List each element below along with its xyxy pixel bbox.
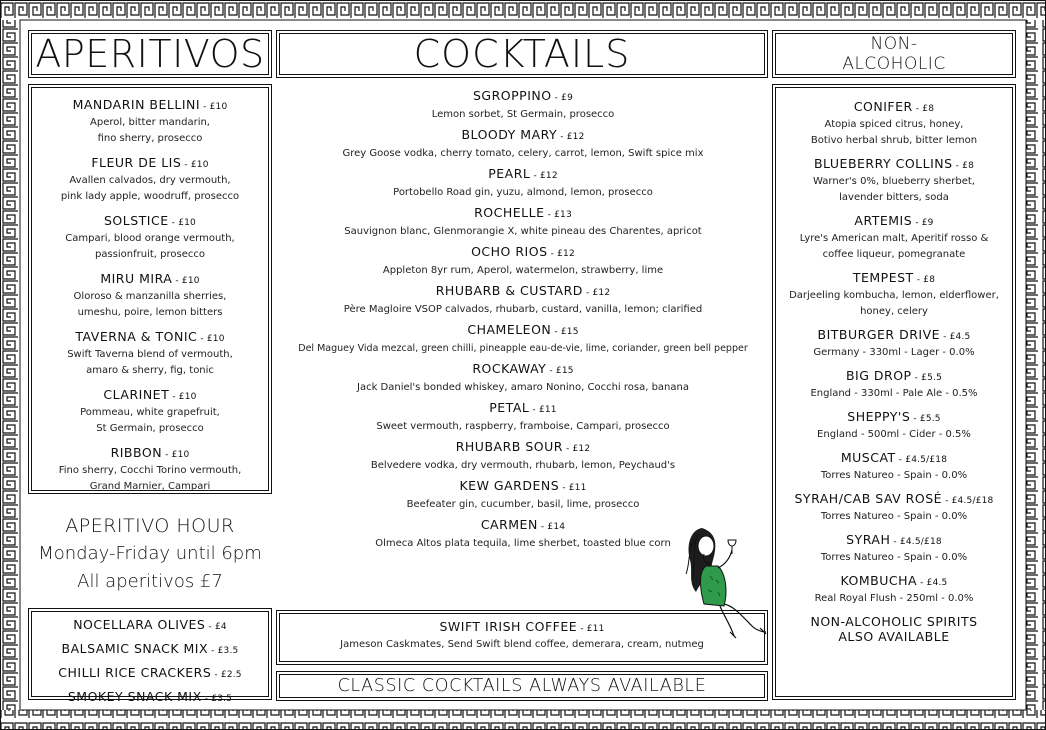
list-item: RIBBON - £10 Fino sherry, Cocchi Torino vermouth, Grand Marnier, Campari bbox=[35, 445, 265, 495]
item-desc: Atopia spiced citrus, honey, bbox=[824, 119, 964, 130]
item-name: TEMPEST bbox=[852, 270, 914, 285]
item-name: BLOODY MARY bbox=[461, 127, 558, 142]
item-name: MANDARIN BELLINI bbox=[72, 97, 201, 112]
snack-price: £3.5 bbox=[211, 694, 233, 704]
list-item: CHILLI RICE CRACKERS - £2.5 bbox=[58, 665, 242, 680]
woman-with-wine-glass-icon bbox=[680, 520, 770, 642]
item-desc: Sauvignon blanc, Glenmorangie X, white pineau des Charentes, apricot bbox=[344, 226, 702, 237]
item-desc: Beefeater gin, cucumber, basil, lime, prosecco bbox=[406, 499, 640, 510]
list-item: MANDARIN BELLINI - £10 Aperol, bitter mandarin, fino sherry, prosecco bbox=[35, 97, 265, 147]
list-item: PEARL - £12 Portobello Road gin, yuzu, almond, lemon, prosecco bbox=[282, 166, 764, 201]
item-desc: Portobello Road gin, yuzu, almond, lemon, prosecco bbox=[393, 187, 653, 198]
item-desc: Grand Marnier, Campari bbox=[89, 481, 211, 492]
aperitivos-title: APERITIVOS bbox=[35, 32, 265, 76]
item-price: £8 bbox=[962, 161, 975, 171]
item-desc: Torres Natureo - Spain - 0.0% bbox=[820, 511, 968, 522]
item-desc: Jameson Caskmates, Send Swift blend coffee, demerara, cream, nutmeg bbox=[340, 639, 704, 650]
aperitivo-hour-days: Monday-Friday until 6pm bbox=[38, 543, 262, 564]
item-price: £10 bbox=[178, 218, 196, 228]
item-price: £12 bbox=[566, 132, 585, 142]
item-name: SYRAH/CAB SAV ROSÉ bbox=[794, 491, 943, 506]
list-item: CONIFER - £8 Atopia spiced citrus, honey, Botivo herbal shrub, bitter lemon bbox=[777, 99, 1011, 149]
aperitivos-panel bbox=[28, 84, 272, 494]
item-price: £4.5 bbox=[949, 332, 971, 342]
item-desc: lavender bitters, soda bbox=[839, 192, 949, 203]
item-name: FLEUR DE LIS bbox=[91, 155, 182, 170]
item-price: £5.5 bbox=[921, 373, 943, 383]
item-name: RHUBARB & CUSTARD bbox=[435, 283, 583, 298]
item-name: OCHO RIOS bbox=[471, 244, 548, 259]
list-item: SMOKEY SNACK MIX - £3.5 bbox=[67, 689, 233, 704]
item-price: £10 bbox=[190, 160, 209, 170]
list-item: RHUBARB & CUSTARD - £12 Père Magloire VSOP calvados, rhubarb, custard, vanilla, lemon; clarified bbox=[282, 283, 764, 318]
item-desc: Germany - 330ml - Lager - 0.0% bbox=[813, 347, 975, 358]
list-item: CARMEN - £14 Olmeca Altos plata tequila, lime sherbet, toasted blue corn bbox=[282, 517, 764, 552]
item-name: RHUBARB SOUR bbox=[455, 439, 563, 454]
na-spirits-note bbox=[777, 614, 1011, 644]
item-price: £11 bbox=[586, 624, 605, 634]
item-name: TAVERNA & TONIC bbox=[75, 329, 198, 344]
item-desc: coffee liqueur, pomegranate bbox=[822, 249, 966, 260]
item-price: £13 bbox=[554, 210, 572, 220]
item-desc: Pommeau, white grapefruit, bbox=[80, 407, 220, 418]
item-price: £12 bbox=[539, 171, 558, 181]
item-name: BIG DROP bbox=[845, 368, 912, 383]
item-desc: England - 330ml - Pale Ale - 0.5% bbox=[810, 388, 978, 399]
item-name: MIRU MIRA bbox=[100, 271, 173, 286]
list-item: BALSAMIC SNACK MIX - £3.5 bbox=[61, 641, 239, 656]
item-desc: Campari, blood orange vermouth, bbox=[65, 233, 235, 244]
item-price: £4.5/£18 bbox=[951, 496, 994, 506]
item-desc: Lyre's American malt, Aperitif rosso & bbox=[799, 233, 989, 244]
item-name: SYRAH bbox=[846, 532, 891, 547]
na-spirits-line2: ALSO AVAILABLE bbox=[838, 629, 950, 644]
list-item: KEW GARDENS - £11 Beefeater gin, cucumber, basil, lime, prosecco bbox=[282, 478, 764, 513]
item-desc: Père Magloire VSOP calvados, rhubarb, custard, vanilla, lemon; clarified bbox=[343, 304, 703, 315]
item-desc: Sweet vermouth, raspberry, framboise, Campari, prosecco bbox=[376, 421, 670, 432]
item-price: £4.5/£18 bbox=[899, 537, 942, 547]
aperitivo-hour bbox=[28, 512, 272, 596]
item-desc: Darjeeling kombucha, lemon, elderflower, bbox=[789, 290, 999, 301]
item-name: ARTEMIS bbox=[854, 213, 913, 228]
item-desc: Torres Natureo - Spain - 0.0% bbox=[820, 552, 968, 563]
item-name: PEARL bbox=[488, 166, 531, 181]
list-item: SGROPPINO - £9 Lemon sorbet, St Germain, prosecco bbox=[282, 88, 764, 123]
item-desc: Del Maguey Vida mezcal, green chilli, pineapple eau-de-vie, lime, coriander, green bell pepper bbox=[298, 343, 748, 354]
item-name: SWIFT IRISH COFFEE bbox=[439, 619, 578, 634]
aperitivo-hour-title: APERITIVO HOUR bbox=[65, 515, 235, 537]
item-name: ROCHELLE bbox=[474, 205, 545, 220]
item-price: £11 bbox=[568, 483, 587, 493]
item-name: BLUEBERRY COLLINS bbox=[813, 156, 953, 171]
list-item: RHUBARB SOUR - £12 Belvedere vodka, dry vermouth, rhubarb, lemon, Peychaud's bbox=[282, 439, 764, 474]
snack-name: NOCELLARA OLIVES bbox=[73, 617, 206, 632]
item-desc: fino sherry, prosecco bbox=[97, 133, 203, 144]
snack-name: BALSAMIC SNACK MIX bbox=[61, 641, 209, 656]
item-desc: England - 500ml - Cider - 0.5% bbox=[817, 429, 971, 440]
item-desc: Appleton 8yr rum, Aperol, watermelon, strawberry, lime bbox=[382, 265, 664, 276]
list-item: SWIFT IRISH COFFEE - £11 Jameson Caskmates, Send Swift blend coffee, demerara, cream, nutmeg bbox=[281, 619, 763, 653]
item-desc: Fino sherry, Cocchi Torino vermouth, bbox=[58, 465, 242, 476]
aperitivo-hour-offer: All aperitivos £7 bbox=[77, 571, 223, 592]
non-alcoholic-header bbox=[772, 30, 1016, 78]
non-alcoholic-title-line2: ALCOHOLIC bbox=[842, 54, 946, 74]
item-name: CHAMELEON bbox=[467, 322, 552, 337]
non-alcoholic-title-line1: NON- bbox=[870, 34, 918, 54]
item-desc: Jack Daniel's bonded whiskey, amaro Nonino, Cocchi rosa, banana bbox=[357, 382, 689, 393]
item-price: £12 bbox=[592, 288, 611, 298]
aperitivos-header bbox=[28, 30, 272, 78]
list-item: FLEUR DE LIS - £10 Avallen calvados, dry vermouth, pink lady apple, woodruff, prosecco bbox=[35, 155, 265, 205]
item-name: CONIFER bbox=[853, 99, 913, 114]
item-name: ROCKAWAY bbox=[472, 361, 547, 376]
item-desc: Oloroso & manzanilla sherries, bbox=[73, 291, 227, 302]
item-price: £14 bbox=[547, 522, 566, 532]
list-item: MIRU MIRA - £10 Oloroso & manzanilla sherries, umeshu, poire, lemon bitters bbox=[35, 271, 265, 321]
item-price: £12 bbox=[557, 249, 575, 259]
item-desc: Botivo herbal shrub, bitter lemon bbox=[810, 135, 978, 146]
item-price: £10 bbox=[171, 450, 190, 460]
item-price: £9 bbox=[561, 93, 574, 103]
item-price: £10 bbox=[209, 102, 228, 112]
item-desc: umeshu, poire, lemon bitters bbox=[77, 307, 223, 318]
item-desc: pink lady apple, woodruff, prosecco bbox=[60, 191, 240, 202]
snack-price: £2.5 bbox=[220, 670, 242, 680]
item-name: KEW GARDENS bbox=[459, 478, 560, 493]
snacks-panel bbox=[28, 608, 272, 704]
aperitivos-list bbox=[35, 97, 265, 495]
list-item: CLARINET - £10 Pommeau, white grapefruit, St Germain, prosecco bbox=[35, 387, 265, 437]
item-desc: Lemon sorbet, St Germain, prosecco bbox=[431, 109, 615, 120]
item-price: £4.5 bbox=[926, 578, 948, 588]
list-item: SHEPPY'S - £5.5 England - 500ml - Cider - 0.5% bbox=[777, 409, 1011, 443]
list-item: BLUEBERRY COLLINS - £8 Warner's 0%, blueberry sherbet, lavender bitters, soda bbox=[777, 156, 1011, 206]
item-desc: Avallen calvados, dry vermouth, bbox=[69, 175, 231, 186]
item-name: KOMBUCHA bbox=[840, 573, 918, 588]
snack-price: £4 bbox=[214, 622, 227, 632]
item-price: £9 bbox=[921, 218, 934, 228]
list-item: TAVERNA & TONIC - £10 Swift Taverna blend of vermouth, amaro & sherry, fig, tonic bbox=[35, 329, 265, 379]
item-price: £10 bbox=[178, 392, 197, 402]
item-price: £11 bbox=[538, 405, 557, 415]
list-item: SYRAH - £4.5/£18 Torres Natureo - Spain - 0.0% bbox=[777, 532, 1011, 566]
list-item: ROCHELLE - £13 Sauvignon blanc, Glenmorangie X, white pineau des Charentes, apricot bbox=[282, 205, 764, 240]
item-desc: Swift Taverna blend of vermouth, bbox=[67, 349, 233, 360]
non-alcoholic-panel bbox=[772, 84, 1016, 700]
list-item: SYRAH/CAB SAV ROSÉ - £4.5/£18 Torres Natureo - Spain - 0.0% bbox=[777, 491, 1011, 525]
item-price: £12 bbox=[572, 444, 591, 454]
item-desc: Real Royal Flush - 250ml - 0.0% bbox=[814, 593, 974, 604]
cocktails-title: COCKTAILS bbox=[413, 32, 631, 76]
item-name: SHEPPY'S bbox=[847, 409, 911, 424]
item-desc: honey, celery bbox=[860, 306, 928, 317]
list-item: MUSCAT - £4.5/£18 Torres Natureo - Spain - 0.0% bbox=[777, 450, 1011, 484]
snack-price: £3.5 bbox=[217, 646, 239, 656]
list-item: SOLSTICE - £10 Campari, blood orange vermouth, passionfruit, prosecco bbox=[35, 213, 265, 263]
item-name: RIBBON bbox=[110, 445, 163, 460]
list-item: BIG DROP - £5.5 England - 330ml - Pale Ale - 0.5% bbox=[777, 368, 1011, 402]
snack-name: CHILLI RICE CRACKERS bbox=[58, 665, 212, 680]
cocktails-header bbox=[276, 30, 768, 78]
list-item: OCHO RIOS - £12 Appleton 8yr rum, Aperol, watermelon, strawberry, lime bbox=[282, 244, 764, 279]
classic-cocktails-banner bbox=[276, 671, 768, 701]
na-spirits-line1: NON-ALCOHOLIC SPIRITS bbox=[810, 614, 978, 629]
item-price: £10 bbox=[181, 276, 200, 286]
list-item: ROCKAWAY - £15 Jack Daniel's bonded whiskey, amaro Nonino, Cocchi rosa, banana bbox=[282, 361, 764, 396]
item-name: SGROPPINO bbox=[472, 88, 552, 103]
item-price: £8 bbox=[922, 104, 935, 114]
item-price: £8 bbox=[923, 275, 936, 285]
item-desc: passionfruit, prosecco bbox=[95, 249, 205, 260]
item-desc: Olmeca Altos plata tequila, lime sherbet, toasted blue corn bbox=[375, 538, 671, 549]
cocktails-list bbox=[282, 88, 764, 556]
classic-cocktails-text: CLASSIC COCKTAILS ALWAYS AVAILABLE bbox=[337, 676, 707, 696]
item-price: £15 bbox=[560, 327, 579, 337]
list-item: KOMBUCHA - £4.5 Real Royal Flush - 250ml - 0.0% bbox=[777, 573, 1011, 607]
list-item: TEMPEST - £8 Darjeeling kombucha, lemon, elderflower, honey, celery bbox=[777, 270, 1011, 320]
item-desc: Torres Natureo - Spain - 0.0% bbox=[820, 470, 968, 481]
list-item: BLOODY MARY - £12 Grey Goose vodka, cherry tomato, celery, carrot, lemon, Swift spice mix bbox=[282, 127, 764, 162]
item-name: BITBURGER DRIVE bbox=[817, 327, 941, 342]
list-item: NOCELLARA OLIVES - £4 bbox=[73, 617, 227, 632]
item-desc: Belvedere vodka, dry vermouth, rhubarb, lemon, Peychaud's bbox=[370, 460, 676, 471]
list-item: BITBURGER DRIVE - £4.5 Germany - 330ml - Lager - 0.0% bbox=[777, 327, 1011, 361]
non-alcoholic-list bbox=[777, 99, 1011, 644]
item-name: PETAL bbox=[489, 400, 530, 415]
item-name: MUSCAT bbox=[840, 450, 896, 465]
item-desc: Aperol, bitter mandarin, bbox=[90, 117, 210, 128]
item-price: £5.5 bbox=[919, 414, 941, 424]
item-name: CLARINET bbox=[103, 387, 170, 402]
snack-name: SMOKEY SNACK MIX bbox=[67, 689, 202, 704]
item-name: CARMEN bbox=[480, 517, 538, 532]
item-desc: amaro & sherry, fig, tonic bbox=[86, 365, 214, 376]
list-item: CHAMELEON - £15 Del Maguey Vida mezcal, green chilli, pineapple eau-de-vie, lime, coriander, green bell pepper bbox=[282, 322, 764, 357]
list-item: PETAL - £11 Sweet vermouth, raspberry, framboise, Campari, prosecco bbox=[282, 400, 764, 435]
item-price: £10 bbox=[206, 334, 225, 344]
item-name: SOLSTICE bbox=[104, 213, 169, 228]
item-price: £15 bbox=[555, 366, 574, 376]
item-desc: Grey Goose vodka, cherry tomato, celery, carrot, lemon, Swift spice mix bbox=[342, 148, 704, 159]
item-desc: Warner's 0%, blueberry sherbet, bbox=[813, 176, 975, 187]
item-price: £4.5/£18 bbox=[905, 455, 948, 465]
list-item: ARTEMIS - £9 Lyre's American malt, Aperitif rosso & coffee liqueur, pomegranate bbox=[777, 213, 1011, 263]
item-desc: St Germain, prosecco bbox=[96, 423, 204, 434]
